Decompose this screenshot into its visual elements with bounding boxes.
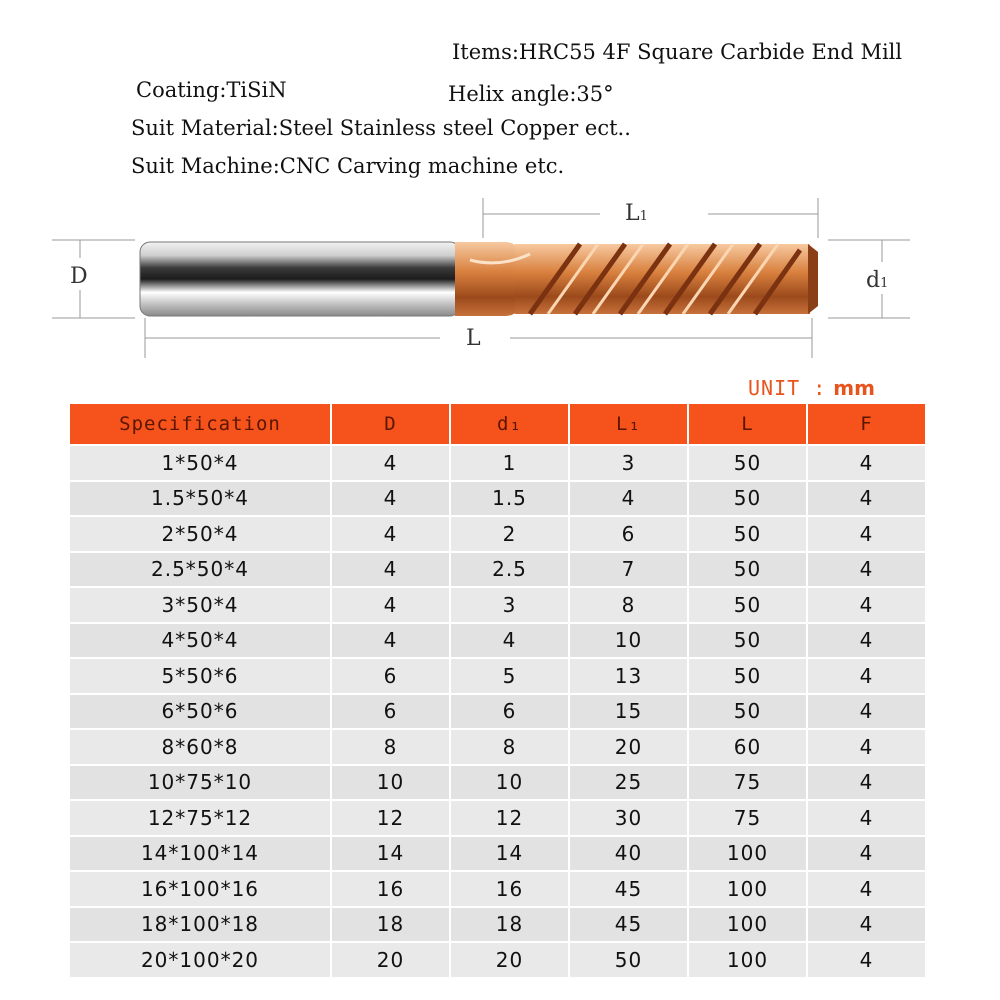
table-cell: 4 [808,908,925,942]
table-cell: 60 [689,730,806,764]
table-cell: 12 [451,801,568,835]
table-cell: 40 [570,837,687,871]
table-cell: 50 [689,659,806,693]
table-cell: 4 [808,872,925,906]
table-cell: 5*50*6 [70,659,330,693]
header-L: L [689,404,806,444]
table-cell: 4 [808,943,925,977]
table-cell: 18 [451,908,568,942]
dimension-d1 [828,240,910,318]
table-cell: 14 [451,837,568,871]
table-cell: 4 [808,837,925,871]
table-cell: 2.5*50*4 [70,553,330,587]
header-d1: d₁ [451,404,568,444]
table-cell: 18 [332,908,449,942]
table-cell: 50 [689,517,806,551]
table-cell: 100 [689,943,806,977]
table-cell: 4 [332,446,449,480]
table-cell: 18*100*18 [70,908,330,942]
table-cell: 45 [570,872,687,906]
table-cell: 45 [570,908,687,942]
table-cell: 15 [570,695,687,729]
table-cell: 6*50*6 [70,695,330,729]
dimension-L1 [483,198,818,238]
unit-value: mm [826,376,875,400]
table-cell: 50 [689,695,806,729]
table-cell: 50 [689,624,806,658]
table-cell: 20*100*20 [70,943,330,977]
coating-spec: Coating:TiSiN [136,78,287,102]
table-cell: 100 [689,837,806,871]
table-cell: 6 [451,695,568,729]
header-F: F [808,404,925,444]
table-cell: 8*60*8 [70,730,330,764]
table-cell: 4 [808,446,925,480]
table-cell: 3 [570,446,687,480]
suit-machine-spec: Suit Machine:CNC Carving machine etc. [131,154,565,178]
table-cell: 14*100*14 [70,837,330,871]
table-row [70,801,925,835]
table-cell: 6 [332,695,449,729]
table-row [70,446,925,480]
label-d1: d1 [866,268,889,293]
header-L1: L₁ [570,404,687,444]
table-cell: 4 [332,482,449,516]
table-cell: 4 [808,624,925,658]
table-cell: 10*75*10 [70,766,330,800]
table-cell: 4 [808,553,925,587]
table-cell: 4 [808,730,925,764]
table-row [70,482,925,516]
table-cell: 20 [570,730,687,764]
table-cell: 4 [808,482,925,516]
table-cell: 4 [332,553,449,587]
table-cell: 50 [689,588,806,622]
table-cell: 50 [689,446,806,480]
table-cell: 10 [451,766,568,800]
dimension-L [145,318,812,358]
table-row [70,517,925,551]
unit-label: UNIT : mm [748,376,875,400]
table-cell: 4 [808,588,925,622]
table-cell: 50 [570,943,687,977]
table-cell: 2.5 [451,553,568,587]
items-spec: Items:HRC55 4F Square Carbide End Mill [452,40,903,64]
table-cell: 2*50*4 [70,517,330,551]
table-row [70,943,925,977]
table-cell: 1*50*4 [70,446,330,480]
table-row [70,659,925,693]
table-row [70,588,925,622]
table-cell: 10 [332,766,449,800]
table-cell: 20 [451,943,568,977]
table-cell: 30 [570,801,687,835]
table-cell: 1 [451,446,568,480]
table-cell: 16*100*16 [70,872,330,906]
table-row [70,624,925,658]
table-cell: 2 [451,517,568,551]
table-cell: 13 [570,659,687,693]
table-cell: 7 [570,553,687,587]
table-cell: 12*75*12 [70,801,330,835]
table-cell: 16 [451,872,568,906]
table-cell: 6 [332,659,449,693]
table-cell: 75 [689,801,806,835]
table-row [70,695,925,729]
table-cell: 8 [332,730,449,764]
table-cell: 4 [332,624,449,658]
table-cell: 50 [689,482,806,516]
specification-table [68,402,927,979]
table-cell: 4 [808,766,925,800]
end-mill-diagram [0,190,1000,370]
table-cell: 4 [451,624,568,658]
header-D: D [332,404,449,444]
table-header-row [70,404,925,444]
table-cell: 4*50*4 [70,624,330,658]
table-cell: 10 [570,624,687,658]
helix-angle-spec: Helix angle:35° [448,82,614,106]
table-cell: 3*50*4 [70,588,330,622]
label-L1: L1 [625,201,648,226]
label-D: D [70,264,88,289]
table-row [70,730,925,764]
table-cell: 100 [689,872,806,906]
table-cell: 4 [808,659,925,693]
table-cell: 50 [689,553,806,587]
table-cell: 1.5 [451,482,568,516]
suit-material-spec: Suit Material:Steel Stainless steel Copper ect.. [131,116,631,140]
table-cell: 20 [332,943,449,977]
label-L: L [466,326,481,351]
table-cell: 4 [808,517,925,551]
table-cell: 14 [332,837,449,871]
end-mill-body [140,242,818,316]
header-specification: Specification [70,404,330,444]
table-cell: 6 [570,517,687,551]
table-cell: 12 [332,801,449,835]
table-row [70,766,925,800]
table-cell: 16 [332,872,449,906]
table-cell: 4 [332,588,449,622]
table-cell: 4 [808,695,925,729]
table-cell: 4 [570,482,687,516]
table-cell: 1.5*50*4 [70,482,330,516]
dimension-D [52,240,135,318]
table-cell: 5 [451,659,568,693]
table-row [70,872,925,906]
table-cell: 100 [689,908,806,942]
table-row [70,908,925,942]
table-row [70,837,925,871]
table-cell: 25 [570,766,687,800]
table-cell: 4 [332,517,449,551]
table-cell: 3 [451,588,568,622]
table-cell: 8 [570,588,687,622]
table-row [70,553,925,587]
table-cell: 8 [451,730,568,764]
table-cell: 75 [689,766,806,800]
table-cell: 4 [808,801,925,835]
